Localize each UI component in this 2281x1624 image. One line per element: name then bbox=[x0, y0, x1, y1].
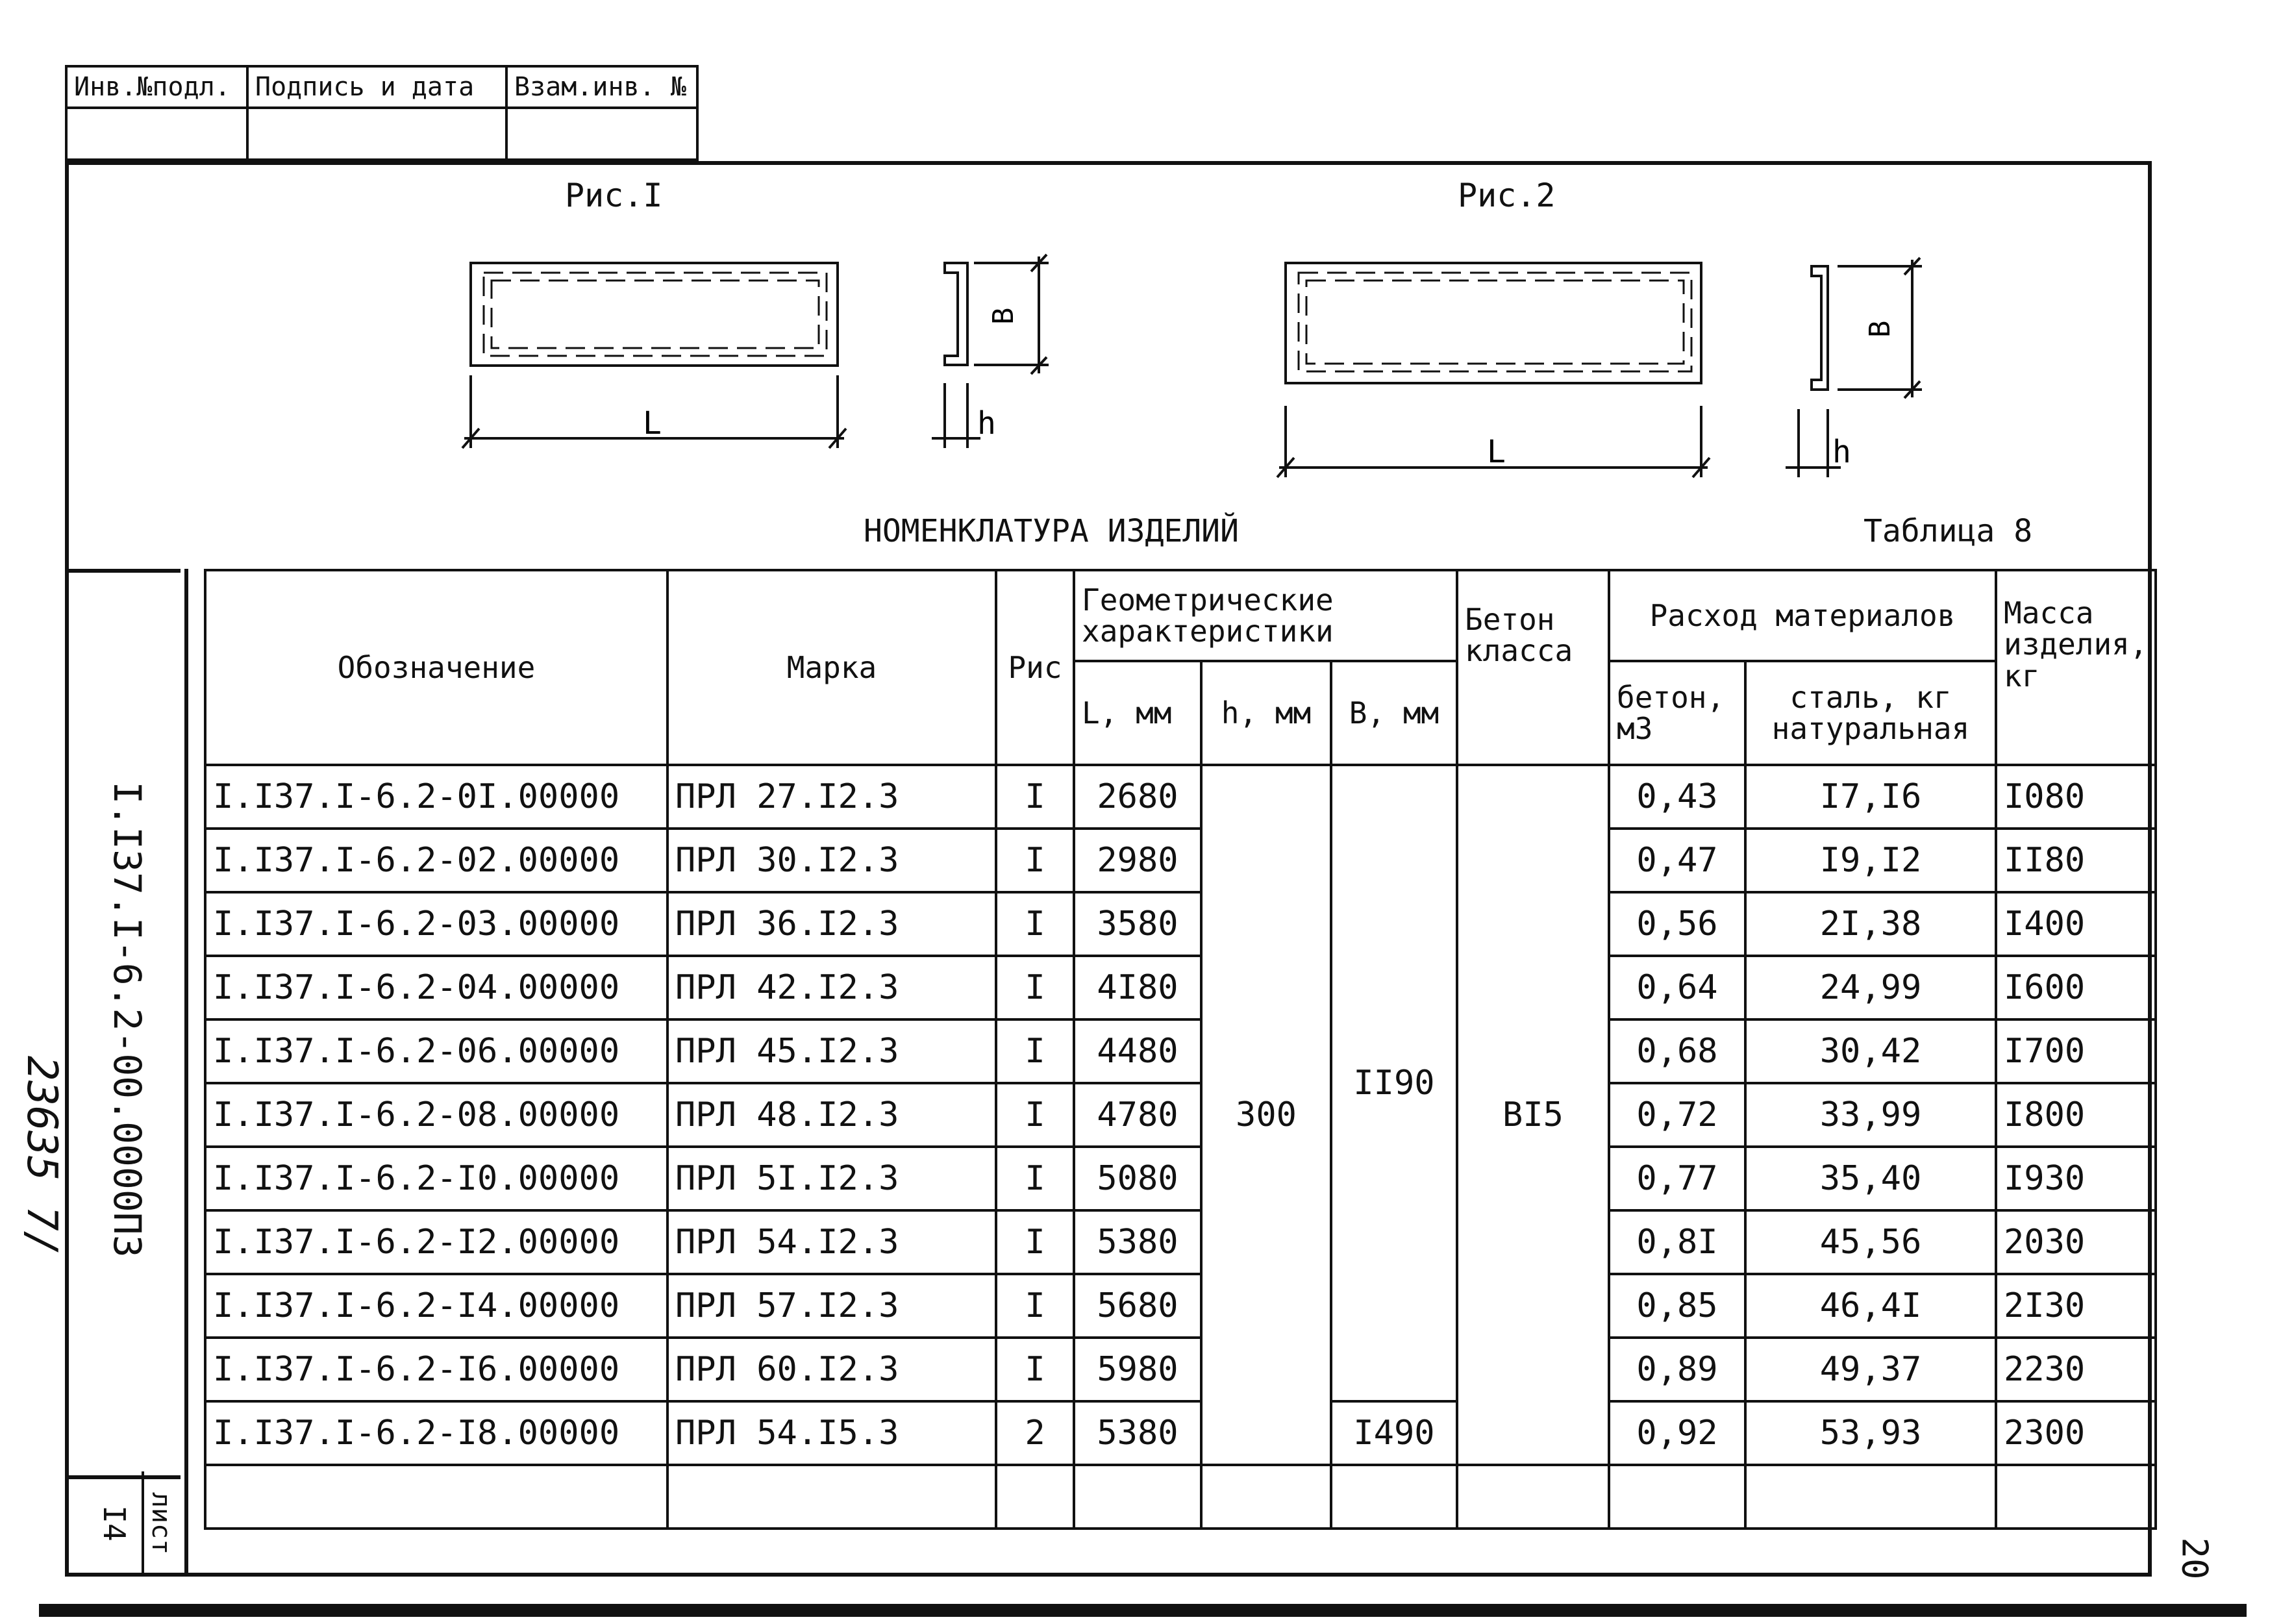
cell-mark: ПРЛ 54.I5.3 bbox=[667, 1401, 996, 1465]
cell-concrete: 0,77 bbox=[1609, 1147, 1745, 1210]
cell-l: 5380 bbox=[1074, 1210, 1201, 1274]
cell-mark: ПРЛ 57.I2.3 bbox=[667, 1274, 996, 1338]
cell-empty bbox=[1074, 1465, 1201, 1529]
cell-steel: 49,37 bbox=[1745, 1338, 1996, 1401]
table-row bbox=[205, 1401, 2156, 1465]
table-row-empty bbox=[205, 1465, 2156, 1529]
cell-fig: I bbox=[996, 1210, 1074, 1274]
header-mark: Марка bbox=[667, 570, 996, 765]
cell-designation: I.I37.I-6.2-06.00000 bbox=[205, 1019, 667, 1083]
cell-mark: ПРЛ 54.I2.3 bbox=[667, 1210, 996, 1274]
stamp-header-signature: Подпись и дата bbox=[247, 66, 506, 108]
cell-fig: I bbox=[996, 1147, 1074, 1210]
cell-steel: 24,99 bbox=[1745, 956, 1996, 1019]
table-row bbox=[205, 1338, 2156, 1401]
cell-concrete: 0,64 bbox=[1609, 956, 1745, 1019]
cell-l: 2980 bbox=[1074, 829, 1201, 892]
header-geometry: Геометрические характеристики bbox=[1074, 570, 1457, 661]
fig2-caption: Рис.2 bbox=[1458, 177, 1556, 214]
header-b: B, мм bbox=[1331, 661, 1457, 765]
table-row bbox=[205, 1083, 2156, 1147]
cell-designation: I.I37.I-6.2-I0.00000 bbox=[205, 1147, 667, 1210]
sheet-number: I4 bbox=[97, 1505, 132, 1542]
cell-mark: ПРЛ 5I.I2.3 bbox=[667, 1147, 996, 1210]
cell-empty bbox=[1996, 1465, 2156, 1529]
cell-steel: 45,56 bbox=[1745, 1210, 1996, 1274]
cell-fig: I bbox=[996, 1274, 1074, 1338]
table-title: НОМЕНКЛАТУРА ИЗДЕЛИЙ bbox=[864, 513, 1239, 549]
cell-concrete: 0,8I bbox=[1609, 1210, 1745, 1274]
cell-l: 2680 bbox=[1074, 765, 1201, 829]
cell-l: 5980 bbox=[1074, 1338, 1201, 1401]
cell-mass: 2230 bbox=[1996, 1338, 2156, 1401]
cell-fig: I bbox=[996, 765, 1074, 829]
cell-concrete: 0,68 bbox=[1609, 1019, 1745, 1083]
cell-concrete: 0,56 bbox=[1609, 892, 1745, 956]
cell-concrete: 0,72 bbox=[1609, 1083, 1745, 1147]
document-code: I.I37.I-6.2-00.0000ПЗ bbox=[105, 781, 149, 1258]
sheet-label: лист bbox=[146, 1492, 176, 1555]
cell-mass: 2I30 bbox=[1996, 1274, 2156, 1338]
cell-designation: I.I37.I-6.2-08.00000 bbox=[205, 1083, 667, 1147]
cell-designation: I.I37.I-6.2-I6.00000 bbox=[205, 1338, 667, 1401]
margin-number: 23635 7/ bbox=[18, 1055, 66, 1256]
cell-concrete: 0,85 bbox=[1609, 1274, 1745, 1338]
header-h: h, мм bbox=[1201, 661, 1331, 765]
sheet-divider bbox=[142, 1471, 144, 1573]
cell-l: 4I80 bbox=[1074, 956, 1201, 1019]
cell-mass: I800 bbox=[1996, 1083, 2156, 1147]
cell-empty bbox=[667, 1465, 996, 1529]
cell-mark: ПРЛ 36.I2.3 bbox=[667, 892, 996, 956]
cell-mass: I600 bbox=[1996, 956, 2156, 1019]
cell-h-merged: 300 bbox=[1201, 765, 1331, 1465]
header-concrete-class: Бетон класса bbox=[1457, 570, 1609, 765]
cell-fig: I bbox=[996, 1338, 1074, 1401]
table-row bbox=[205, 1147, 2156, 1210]
cell-b-last: I490 bbox=[1331, 1401, 1457, 1465]
cell-steel: 2I,38 bbox=[1745, 892, 1996, 956]
stamp-header-inv: Инв.№подл. bbox=[66, 66, 247, 108]
cell-mark: ПРЛ 30.I2.3 bbox=[667, 829, 996, 892]
fig2-dim-b: B bbox=[1863, 320, 1897, 338]
cell-l: 3580 bbox=[1074, 892, 1201, 956]
cell-l: 5380 bbox=[1074, 1401, 1201, 1465]
cell-concrete-class-merged: BI5 bbox=[1457, 765, 1609, 1465]
fig2-plan-drawing bbox=[0, 0, 2281, 584]
cell-designation: I.I37.I-6.2-I4.00000 bbox=[205, 1274, 667, 1338]
cell-designation: I.I37.I-6.2-02.00000 bbox=[205, 829, 667, 892]
header-concrete-volume: бетон, м3 bbox=[1609, 661, 1745, 765]
cell-designation: I.I37.I-6.2-0I.00000 bbox=[205, 765, 667, 829]
table-row bbox=[205, 1019, 2156, 1083]
cell-fig: I bbox=[996, 956, 1074, 1019]
cell-steel: 33,99 bbox=[1745, 1083, 1996, 1147]
scan-edge-bar bbox=[39, 1604, 2247, 1617]
cell-fig: I bbox=[996, 829, 1074, 892]
cell-empty bbox=[1609, 1465, 1745, 1529]
cell-mass: 2300 bbox=[1996, 1401, 2156, 1465]
page-number: 20 bbox=[2174, 1537, 2215, 1580]
table-row bbox=[205, 1274, 2156, 1338]
cell-designation: I.I37.I-6.2-I8.00000 bbox=[205, 1401, 667, 1465]
cell-empty bbox=[1457, 1465, 1609, 1529]
cell-mark: ПРЛ 45.I2.3 bbox=[667, 1019, 996, 1083]
cell-mass: I400 bbox=[1996, 892, 2156, 956]
table-number: Таблица 8 bbox=[1863, 513, 2033, 549]
cell-steel: 35,40 bbox=[1745, 1147, 1996, 1210]
table-row bbox=[205, 765, 2156, 829]
table-row bbox=[205, 829, 2156, 892]
cell-mass: II80 bbox=[1996, 829, 2156, 892]
fig1-dim-b: B bbox=[987, 307, 1020, 325]
cell-designation: I.I37.I-6.2-03.00000 bbox=[205, 892, 667, 956]
cell-l: 4780 bbox=[1074, 1083, 1201, 1147]
table-row bbox=[205, 956, 2156, 1019]
cell-steel: 30,42 bbox=[1745, 1019, 1996, 1083]
header-consumption: Расход материалов bbox=[1609, 570, 1996, 661]
fig1-caption: Рис.I bbox=[565, 177, 663, 214]
cell-l: 4480 bbox=[1074, 1019, 1201, 1083]
cell-mark: ПРЛ 42.I2.3 bbox=[667, 956, 996, 1019]
cell-mark: ПРЛ 27.I2.3 bbox=[667, 765, 996, 829]
fig1-dim-h: h bbox=[977, 405, 996, 442]
cell-fig: I bbox=[996, 892, 1074, 956]
header-mass: Масса изделия, кг bbox=[1996, 570, 2156, 765]
header-steel: сталь, кг натуральная bbox=[1745, 661, 1996, 765]
cell-b-merged: II90 bbox=[1331, 765, 1457, 1401]
cell-empty bbox=[1745, 1465, 1996, 1529]
fig1-dim-l: L bbox=[643, 405, 662, 442]
cell-designation: I.I37.I-6.2-04.00000 bbox=[205, 956, 667, 1019]
cell-empty bbox=[1201, 1465, 1331, 1529]
nomenclature-table bbox=[204, 569, 2157, 1530]
cell-l: 5680 bbox=[1074, 1274, 1201, 1338]
stamp-header-replace: Взам.инв. № bbox=[506, 66, 697, 108]
cell-empty bbox=[1331, 1465, 1457, 1529]
cell-concrete: 0,43 bbox=[1609, 765, 1745, 829]
cell-steel: I9,I2 bbox=[1745, 829, 1996, 892]
fig2-dim-l: L bbox=[1487, 434, 1506, 470]
cell-fig: 2 bbox=[996, 1401, 1074, 1465]
cell-mass: I080 bbox=[1996, 765, 2156, 829]
cell-mark: ПРЛ 60.I2.3 bbox=[667, 1338, 996, 1401]
table-row bbox=[205, 892, 2156, 956]
cell-mass: I930 bbox=[1996, 1147, 2156, 1210]
cell-steel: 46,4I bbox=[1745, 1274, 1996, 1338]
cell-fig: I bbox=[996, 1083, 1074, 1147]
cell-l: 5080 bbox=[1074, 1147, 1201, 1210]
cell-mass: I700 bbox=[1996, 1019, 2156, 1083]
cell-empty bbox=[996, 1465, 1074, 1529]
header-designation: Обозначение bbox=[205, 570, 667, 765]
header-l: L, мм bbox=[1074, 661, 1201, 765]
cell-concrete: 0,92 bbox=[1609, 1401, 1745, 1465]
cell-steel: 53,93 bbox=[1745, 1401, 1996, 1465]
table-row bbox=[205, 1210, 2156, 1274]
header-fig: Рис bbox=[996, 570, 1074, 765]
cell-empty bbox=[205, 1465, 667, 1529]
cell-concrete: 0,89 bbox=[1609, 1338, 1745, 1401]
fig2-dim-h: h bbox=[1832, 434, 1851, 470]
cell-fig: I bbox=[996, 1019, 1074, 1083]
cell-designation: I.I37.I-6.2-I2.00000 bbox=[205, 1210, 667, 1274]
cell-mark: ПРЛ 48.I2.3 bbox=[667, 1083, 996, 1147]
cell-steel: I7,I6 bbox=[1745, 765, 1996, 829]
cell-concrete: 0,47 bbox=[1609, 829, 1745, 892]
cell-mass: 2030 bbox=[1996, 1210, 2156, 1274]
